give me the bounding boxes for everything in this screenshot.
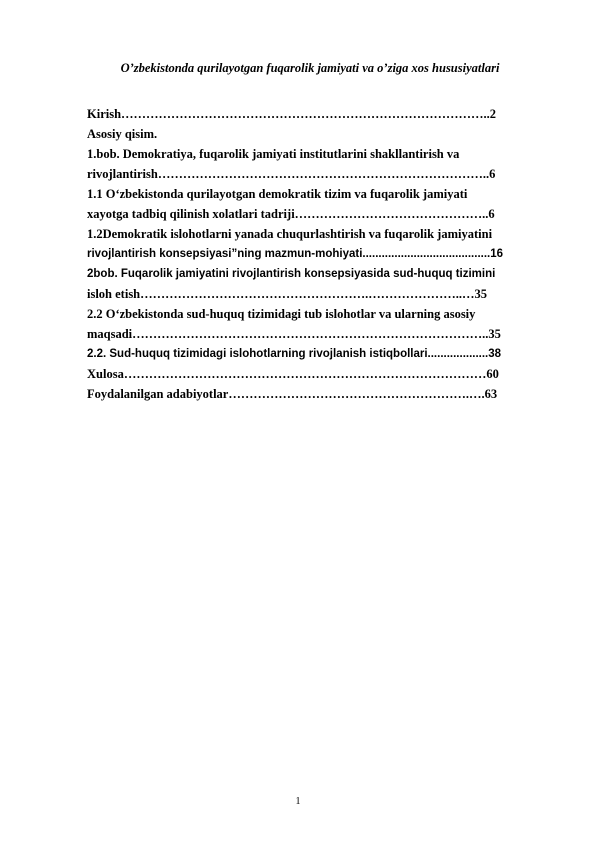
toc-line-kirish: Kirish……………………………………………………………………………..2 <box>87 107 497 121</box>
toc-line-chapter-1: 1.bob. Demokratiya, fuqarolik jamiyati institutlarini shakllantirish va <box>87 147 460 161</box>
toc-line-section-1-1-cont: xayotga tadbiq qilinish xolatlari tadriji………………………………………..6 <box>87 207 495 221</box>
toc-line-section-2-2b: 2.2. Sud-huquq tizimidagi islohotlarning rivojlanish istiqbollari...................38 <box>87 348 502 360</box>
toc-line-main-part: Asosiy qisim. <box>87 127 158 141</box>
toc-line-section-1-1: 1.1 O‘zbekistonda qurilayotgan demokratik tizim va fuqarolik jamiyati <box>87 187 468 201</box>
toc-line-section-1-2: 1.2Demokratik islohotlarni yanada chuqurlashtirish va fuqarolik jamiyatini <box>87 227 493 241</box>
toc-line-chapter-2: 2bob. Fuqarolik jamiyatini rivojlantirish konsepsiyasida sud-huquq tizimini <box>87 268 496 280</box>
toc-line-chapter-2-cont: isloh etish……………………………………………….…………………..…35 <box>87 287 488 301</box>
toc-line-xulosa: Xulosa……………………………………………………………………………60 <box>87 367 499 381</box>
toc-line-section-2-2: 2.2 O‘zbekistonda sud-huquq tizimidagi tub islohotlar va ularning asosiy <box>87 307 476 321</box>
toc-line-bibliography: Foydalanilgan adabiyotlar………………………………………………….….63 <box>87 387 498 401</box>
toc-line-chapter-1-cont: rivojlantirish……………………………………………………………………..6 <box>87 167 496 181</box>
toc-line-section-2-2-cont: maqsadi…………………………………………………………………………..35 <box>87 327 501 341</box>
toc-line-section-1-2-cont: rivojlantirish konsepsiyasi”ning mazmun-mohiyati........................................16 <box>87 248 504 260</box>
page-number: 1 <box>295 796 301 807</box>
document-title: O’zbekistonda qurilayotgan fuqarolik jamiyati va o’ziga xos hususiyatlari <box>120 61 500 75</box>
table-of-contents <box>87 104 547 404</box>
